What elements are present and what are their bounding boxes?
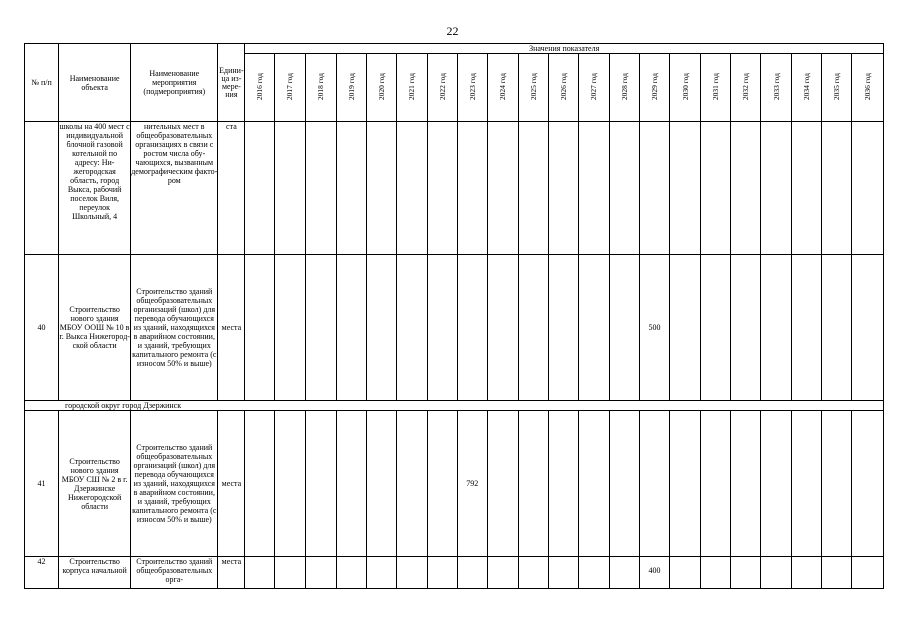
year-header bbox=[731, 54, 761, 122]
value-cell bbox=[245, 122, 275, 255]
header-unit: Единица измерения bbox=[218, 44, 245, 122]
value-cell bbox=[852, 255, 884, 401]
table-body bbox=[25, 122, 884, 589]
object-cell: Строительство корпуса начальной bbox=[59, 557, 131, 589]
year-label: 2018 год bbox=[316, 72, 326, 101]
value-cell bbox=[822, 557, 852, 589]
value-cell bbox=[366, 557, 396, 589]
value-cell bbox=[518, 411, 548, 557]
value-cell bbox=[275, 255, 305, 401]
value-cell bbox=[487, 122, 518, 255]
value-cell bbox=[305, 255, 336, 401]
year-label: 2024 год bbox=[498, 72, 508, 101]
value-cell bbox=[396, 557, 427, 589]
table-row bbox=[25, 255, 884, 401]
year-label: 2017 год bbox=[285, 72, 295, 101]
value-cell bbox=[427, 122, 457, 255]
year-label: 2028 год bbox=[620, 72, 629, 101]
value-cell bbox=[822, 122, 852, 255]
table-row bbox=[25, 411, 884, 557]
value-cell bbox=[701, 411, 731, 557]
value-cell bbox=[548, 411, 578, 557]
value-cell bbox=[670, 122, 701, 255]
value-cell bbox=[761, 122, 792, 255]
value-cell bbox=[852, 122, 884, 255]
value-cell: 400 bbox=[640, 557, 670, 589]
row-num-cell: 42 bbox=[25, 557, 59, 589]
value-cell bbox=[275, 122, 305, 255]
year-label: 2029 год bbox=[650, 72, 660, 101]
year-label: 2034 год bbox=[802, 72, 812, 101]
year-label: 2031 год bbox=[711, 72, 721, 101]
year-label: 2027 год bbox=[589, 72, 599, 101]
value-cell bbox=[731, 255, 761, 401]
value-cell bbox=[457, 255, 487, 401]
measure-cell: нительных мест в общеобразовательных организациях в связи с ростом числа обучающихся, вызванным демографическим фактором bbox=[131, 122, 218, 255]
value-cell bbox=[609, 255, 639, 401]
value-cell bbox=[792, 411, 822, 557]
unit-cell: места bbox=[218, 255, 245, 401]
value-cell bbox=[305, 411, 336, 557]
value-cell bbox=[457, 557, 487, 589]
year-header bbox=[518, 54, 548, 122]
value-cell bbox=[822, 255, 852, 401]
value-cell bbox=[275, 411, 305, 557]
object-cell: Строительство нового здания МБОУ СШ № 2 в г. Дзержинске Нижегородской области bbox=[59, 411, 131, 557]
value-cell: 792 bbox=[457, 411, 487, 557]
object-cell: Строительство нового здания МБОУ ООШ № 10 в г. Выкса Нижегородской области bbox=[59, 255, 131, 401]
value-cell bbox=[852, 411, 884, 557]
unit-cell: места bbox=[218, 411, 245, 557]
value-cell bbox=[640, 411, 670, 557]
value-cell bbox=[852, 557, 884, 589]
value-cell bbox=[396, 122, 427, 255]
value-cell bbox=[427, 411, 457, 557]
year-header bbox=[609, 54, 639, 122]
value-cell bbox=[761, 411, 792, 557]
year-header bbox=[487, 54, 518, 122]
value-cell bbox=[548, 557, 578, 589]
value-cell bbox=[548, 255, 578, 401]
value-cell bbox=[792, 122, 822, 255]
year-header bbox=[396, 54, 427, 122]
section-note: городской округ город Дзержинск bbox=[25, 401, 884, 411]
year-header bbox=[336, 54, 366, 122]
object-cell: школы на 400 мест с индивидуальной блочной газовой котельной по адресу: Нижегородская область, город Выкса, рабочий поселок Виля, переулок Школьный, 4 bbox=[59, 122, 131, 255]
year-header bbox=[275, 54, 305, 122]
value-cell bbox=[336, 411, 366, 557]
measure-cell: Строительство зданий общеобразовательных орга- bbox=[131, 557, 218, 589]
row-num-cell: 41 bbox=[25, 411, 59, 557]
value-cell bbox=[336, 255, 366, 401]
value-cell bbox=[701, 255, 731, 401]
value-cell bbox=[701, 557, 731, 589]
year-header bbox=[792, 54, 822, 122]
unit-cell: ста bbox=[218, 122, 245, 255]
value-cell bbox=[822, 411, 852, 557]
year-header bbox=[457, 54, 487, 122]
year-header bbox=[427, 54, 457, 122]
value-cell bbox=[275, 557, 305, 589]
table-row bbox=[25, 557, 884, 589]
year-label: 2022 год bbox=[437, 72, 447, 101]
table-row bbox=[25, 401, 884, 411]
value-cell bbox=[336, 122, 366, 255]
value-cell bbox=[245, 411, 275, 557]
value-cell bbox=[366, 255, 396, 401]
row-num-cell bbox=[25, 122, 59, 255]
table-row bbox=[25, 122, 884, 255]
year-label: 2035 год bbox=[832, 72, 842, 101]
year-header bbox=[578, 54, 609, 122]
value-cell bbox=[578, 255, 609, 401]
year-label: 2020 год bbox=[376, 72, 386, 101]
value-cell bbox=[548, 122, 578, 255]
value-cell bbox=[701, 122, 731, 255]
value-cell bbox=[609, 557, 639, 589]
year-label: 2021 год bbox=[407, 72, 417, 101]
year-header bbox=[670, 54, 701, 122]
year-label: 2019 год bbox=[346, 72, 356, 101]
value-cell bbox=[245, 557, 275, 589]
value-cell bbox=[487, 411, 518, 557]
value-cell bbox=[396, 411, 427, 557]
value-cell bbox=[731, 411, 761, 557]
header-measure: Наименование мероприятия (подмероприятия) bbox=[131, 44, 218, 122]
unit-cell: места bbox=[218, 557, 245, 589]
value-cell bbox=[609, 411, 639, 557]
page-number: 22 bbox=[446, 24, 459, 38]
value-cell bbox=[578, 122, 609, 255]
value-cell bbox=[792, 255, 822, 401]
value-cell bbox=[336, 557, 366, 589]
value-cell bbox=[245, 255, 275, 401]
value-cell bbox=[396, 255, 427, 401]
header-num: № п/п bbox=[25, 44, 59, 122]
value-cell bbox=[578, 557, 609, 589]
year-label: 2026 год bbox=[558, 72, 568, 101]
year-header bbox=[245, 54, 275, 122]
year-header bbox=[548, 54, 578, 122]
value-cell bbox=[578, 411, 609, 557]
header-values: Значения показателя bbox=[245, 44, 884, 54]
value-cell bbox=[761, 557, 792, 589]
year-header bbox=[701, 54, 731, 122]
value-cell bbox=[427, 255, 457, 401]
year-header bbox=[852, 54, 884, 122]
value-cell bbox=[670, 255, 701, 401]
year-header bbox=[366, 54, 396, 122]
year-label: 2036 год bbox=[863, 72, 873, 101]
year-header bbox=[822, 54, 852, 122]
indicator-table bbox=[24, 43, 884, 589]
value-cell bbox=[305, 557, 336, 589]
value-cell bbox=[487, 255, 518, 401]
year-header bbox=[761, 54, 792, 122]
year-label: 2030 год bbox=[680, 72, 690, 101]
value-cell bbox=[792, 557, 822, 589]
year-label: 2023 год bbox=[467, 72, 477, 101]
value-cell bbox=[305, 122, 336, 255]
value-cell bbox=[640, 122, 670, 255]
year-label: 2016 год bbox=[255, 72, 265, 101]
value-cell bbox=[761, 255, 792, 401]
value-cell bbox=[366, 411, 396, 557]
row-num-cell: 40 bbox=[25, 255, 59, 401]
value-cell bbox=[518, 255, 548, 401]
measure-cell: Строительство зданий общеобразовательных организаций (школ) для перевода обучающихся из зданий, находящихся в аварийном состоянии, и зданий, требующих капитального ремонта (с износом 50% и выше) bbox=[131, 255, 218, 401]
year-header bbox=[305, 54, 336, 122]
value-cell: 500 bbox=[640, 255, 670, 401]
value-cell bbox=[731, 557, 761, 589]
value-cell bbox=[487, 557, 518, 589]
value-cell bbox=[670, 557, 701, 589]
value-cell bbox=[670, 411, 701, 557]
year-label: 2032 год bbox=[741, 72, 751, 101]
year-label: 2025 год bbox=[528, 72, 538, 101]
year-header bbox=[640, 54, 670, 122]
value-cell bbox=[609, 122, 639, 255]
value-cell bbox=[366, 122, 396, 255]
value-cell bbox=[457, 122, 487, 255]
value-cell bbox=[427, 557, 457, 589]
measure-cell: Строительство зданий общеобразовательных организаций (школ) для перевода обучающихся из зданий, находящихся в аварийном состоянии, и зданий, требующих капитального ремонта (с износом 50% и выше) bbox=[131, 411, 218, 557]
value-cell bbox=[518, 557, 548, 589]
year-label: 2033 год bbox=[771, 72, 781, 101]
value-cell bbox=[518, 122, 548, 255]
value-cell bbox=[731, 122, 761, 255]
header-object: Наименование объекта bbox=[59, 44, 131, 122]
